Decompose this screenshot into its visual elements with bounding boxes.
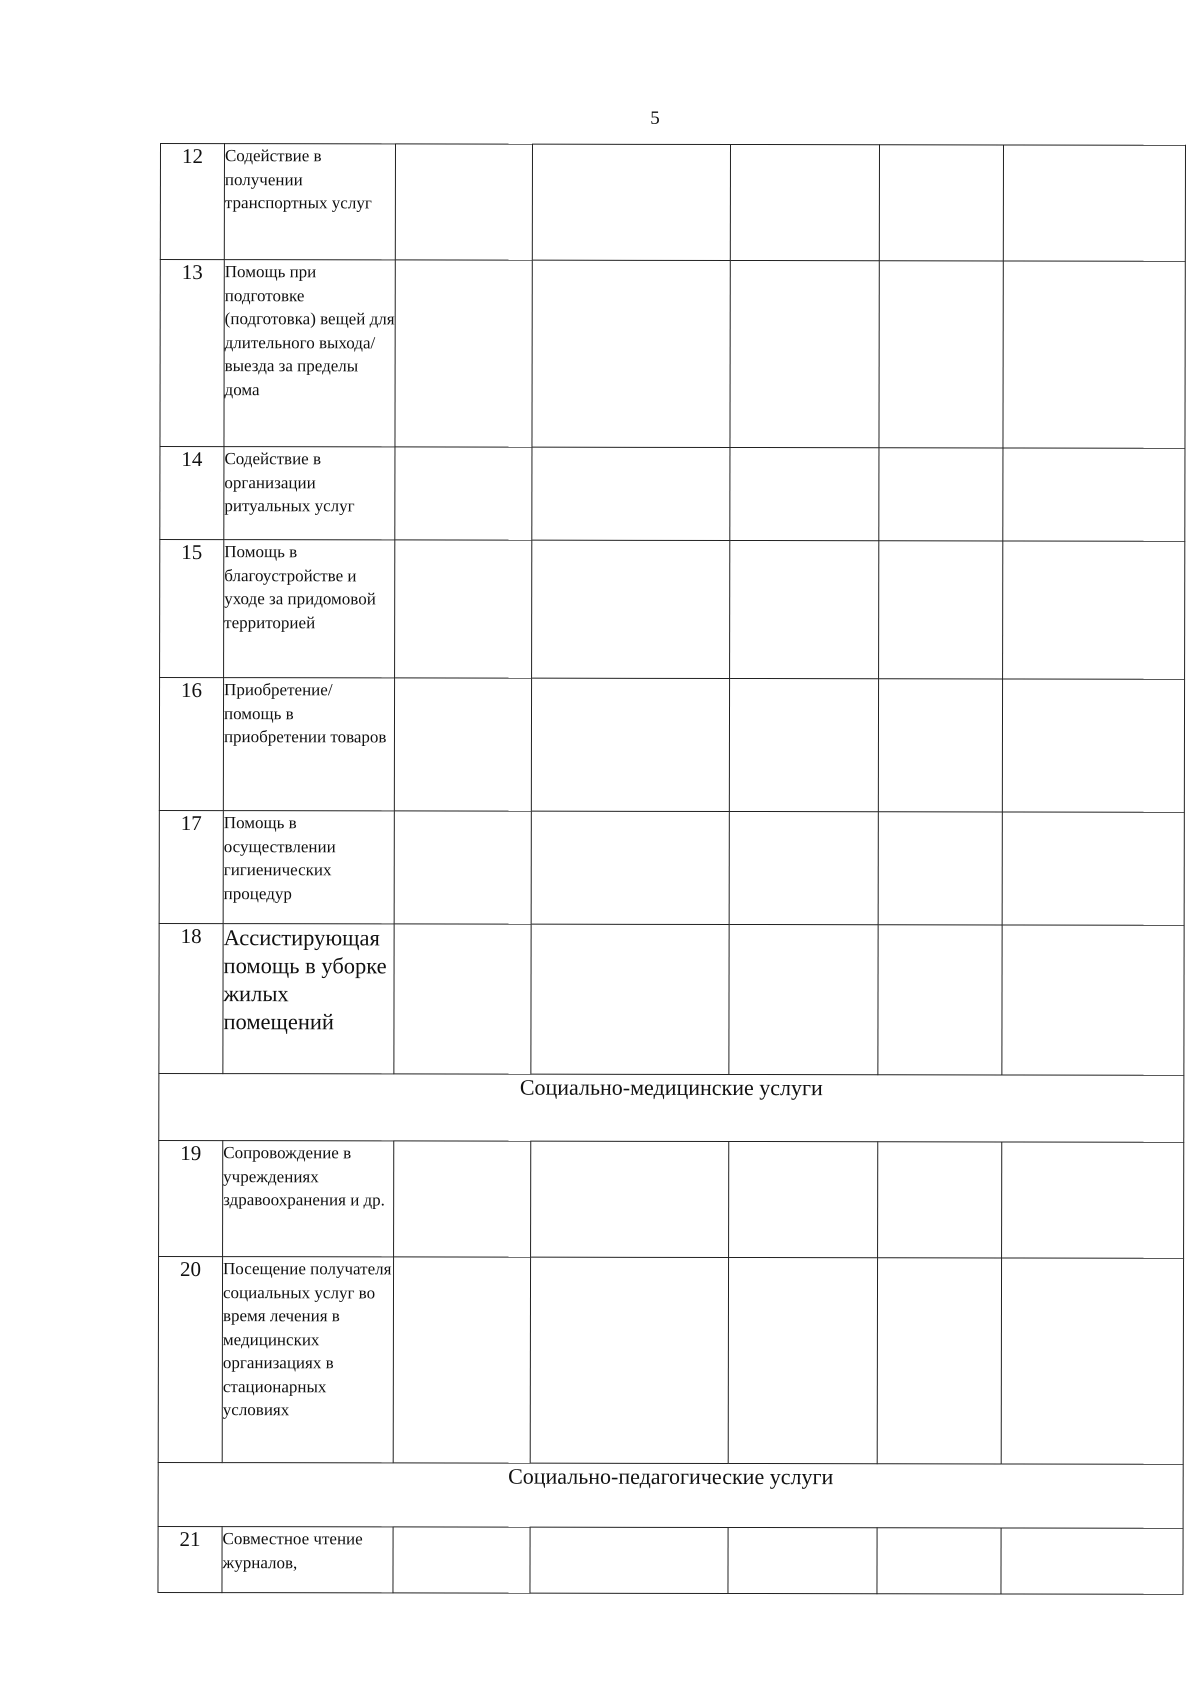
services-table: [157, 143, 1186, 1595]
empty-cell: [1003, 541, 1185, 679]
empty-cell: [879, 448, 1003, 541]
empty-cell: [729, 678, 878, 811]
empty-cell: [877, 1258, 1001, 1464]
service-name: Приобретение/ помощь в приобретении товаров: [223, 678, 394, 811]
empty-cell: [1003, 261, 1185, 448]
empty-cell: [729, 811, 878, 924]
empty-cell: [1002, 679, 1184, 812]
row-number: 17: [159, 810, 223, 923]
table-row: [159, 678, 1184, 813]
empty-cell: [395, 144, 532, 260]
empty-cell: [395, 540, 532, 678]
empty-cell: [530, 1527, 728, 1593]
service-name: Содействие в организации ритуальных услуг: [224, 447, 395, 540]
empty-cell: [1002, 925, 1184, 1075]
table-row: [159, 810, 1184, 925]
row-number: 16: [159, 678, 223, 811]
empty-cell: [879, 145, 1003, 261]
row-number: 14: [160, 447, 224, 540]
table-row: [160, 447, 1185, 542]
service-name: Ассистирующая помощь в уборке жилых помещений: [223, 924, 394, 1074]
empty-cell: [878, 925, 1002, 1075]
service-name: Содействие в получении транспортных услуг: [224, 144, 395, 260]
table-row: [158, 1256, 1183, 1464]
empty-cell: [394, 1141, 531, 1257]
row-number: 20: [158, 1256, 222, 1462]
empty-cell: [530, 1257, 728, 1463]
service-name: Помощь в благоустройстве и уходе за придомовой территорией: [224, 540, 395, 678]
table-row: [159, 923, 1184, 1075]
row-number: 12: [160, 144, 224, 260]
empty-cell: [878, 679, 1002, 812]
section-header-row: [159, 1073, 1184, 1142]
row-number: 18: [159, 923, 223, 1073]
service-name: Помощь в осуществлении гигиенических процедур: [223, 811, 394, 924]
empty-cell: [728, 1257, 877, 1463]
empty-cell: [532, 447, 730, 540]
empty-cell: [878, 1142, 1002, 1258]
empty-cell: [531, 1141, 729, 1257]
empty-cell: [877, 1528, 1001, 1594]
empty-cell: [393, 1527, 530, 1593]
service-name: Помощь при подготовке (подготовка) вещей для длительного выхода/выезда за пределы дома: [224, 260, 395, 447]
empty-cell: [730, 447, 879, 540]
empty-cell: [730, 144, 879, 260]
section-title: Социально-педагогические услуги: [158, 1462, 1183, 1528]
empty-cell: [531, 678, 729, 811]
row-number: 15: [160, 540, 224, 678]
table-row: [160, 260, 1185, 449]
empty-cell: [879, 261, 1003, 448]
row-number: 13: [160, 260, 224, 447]
empty-cell: [729, 924, 878, 1074]
service-name: Посещение получателя социальных услуг во время лечения в медицинских организациях в стационарных условиях: [222, 1257, 393, 1463]
empty-cell: [1002, 812, 1184, 925]
service-name: Сопровождение в учреждениях здравоохранения и др.: [223, 1141, 394, 1257]
table-row: [158, 1526, 1183, 1594]
row-number: 19: [159, 1140, 223, 1256]
table-row: [160, 144, 1185, 262]
empty-cell: [1001, 1528, 1183, 1594]
empty-cell: [1002, 1142, 1184, 1258]
empty-cell: [879, 541, 1003, 679]
row-number: 21: [158, 1526, 222, 1592]
empty-cell: [531, 811, 729, 924]
table-row: [160, 540, 1185, 680]
empty-cell: [730, 260, 879, 447]
table-row: [159, 1140, 1184, 1258]
empty-cell: [394, 924, 531, 1074]
empty-cell: [1001, 1258, 1183, 1464]
empty-cell: [395, 260, 532, 447]
empty-cell: [394, 678, 531, 811]
empty-cell: [1003, 448, 1185, 541]
empty-cell: [730, 540, 879, 678]
empty-cell: [1003, 145, 1185, 261]
empty-cell: [394, 811, 531, 924]
empty-cell: [395, 447, 532, 540]
page-number: 5: [650, 108, 660, 129]
empty-cell: [878, 812, 1002, 925]
empty-cell: [729, 1141, 878, 1257]
empty-cell: [728, 1527, 877, 1593]
empty-cell: [531, 924, 729, 1074]
empty-cell: [532, 144, 730, 260]
section-title: Социально-медицинские услуги: [159, 1073, 1184, 1142]
empty-cell: [532, 540, 730, 678]
empty-cell: [532, 260, 730, 447]
service-name: Совместное чтение журналов,: [222, 1527, 393, 1593]
empty-cell: [393, 1257, 530, 1463]
section-header-row: [158, 1462, 1183, 1528]
